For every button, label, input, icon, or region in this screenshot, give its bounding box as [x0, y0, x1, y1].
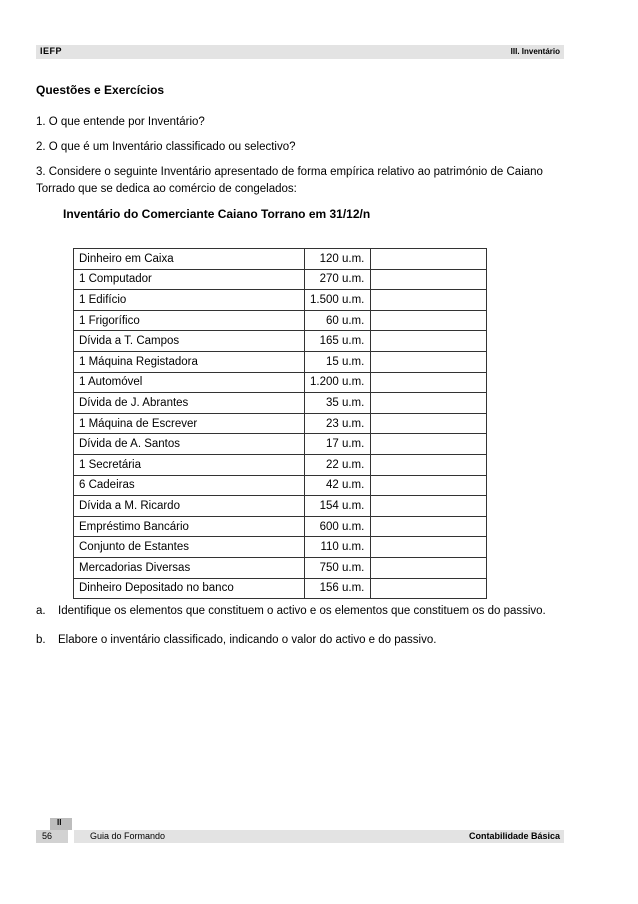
table-row	[74, 249, 487, 270]
inventory-item: Dinheiro em Caixa	[74, 249, 305, 270]
task-b-text: Elabore o inventário classificado, indicando o valor do activo e do passivo.	[58, 634, 437, 646]
inventory-value: 165 u.m.	[305, 331, 371, 352]
inventory-title: Inventário do Comerciante Caiano Torrano em 31/12/n	[63, 207, 371, 221]
table-row	[74, 310, 487, 331]
page-tab-mark: II	[57, 818, 62, 827]
table-row	[74, 393, 487, 414]
inventory-value: 156 u.m.	[305, 578, 371, 599]
inventory-value: 17 u.m.	[305, 434, 371, 455]
header-chapter: III. Inventário	[510, 47, 560, 56]
question-3-line-2: Torrado que se dedica ao comércio de congelados:	[36, 183, 297, 195]
empty-cell	[371, 578, 487, 599]
table-row	[74, 537, 487, 558]
inventory-table	[73, 248, 487, 599]
footer-subject: Contabilidade Básica	[468, 831, 560, 841]
question-3-line-1: 3. Considere o seguinte Inventário apresentado de forma empírica relativo ao património de Caiano	[36, 166, 543, 178]
table-row	[74, 269, 487, 290]
table-row	[74, 351, 487, 372]
inventory-item: Empréstimo Bancário	[74, 516, 305, 537]
task-b	[36, 634, 436, 646]
empty-cell	[371, 351, 487, 372]
table-row	[74, 578, 487, 599]
section-title: Questões e Exercícios	[36, 83, 165, 97]
inventory-item: 1 Máquina de Escrever	[74, 413, 305, 434]
empty-cell	[371, 310, 487, 331]
question-2: 2. O que é um Inventário classificado ou selectivo?	[36, 141, 296, 153]
header-org: IEFP	[40, 46, 63, 56]
empty-cell	[371, 496, 487, 517]
empty-cell	[371, 537, 487, 558]
inventory-value: 120 u.m.	[305, 249, 371, 270]
table-row	[74, 434, 487, 455]
table-row	[74, 516, 487, 537]
task-b-label: b.	[36, 634, 46, 646]
page-footer	[74, 830, 564, 843]
inventory-item: Dívida a M. Ricardo	[74, 496, 305, 517]
inventory-value: 270 u.m.	[305, 269, 371, 290]
inventory-item: Conjunto de Estantes	[74, 537, 305, 558]
empty-cell	[371, 516, 487, 537]
inventory-item: 1 Computador	[74, 269, 305, 290]
inventory-value: 110 u.m.	[305, 537, 371, 558]
empty-cell	[371, 290, 487, 311]
empty-cell	[371, 249, 487, 270]
inventory-item: 1 Frigorífico	[74, 310, 305, 331]
empty-cell	[371, 372, 487, 393]
inventory-value: 600 u.m.	[305, 516, 371, 537]
empty-cell	[371, 393, 487, 414]
page-number: 56	[42, 831, 53, 841]
inventory-value: 35 u.m.	[305, 393, 371, 414]
page-header	[36, 45, 564, 59]
page-number-box	[36, 830, 68, 843]
table-row	[74, 413, 487, 434]
table-row	[74, 372, 487, 393]
inventory-value: 15 u.m.	[305, 351, 371, 372]
table-row	[74, 331, 487, 352]
inventory-item: 1 Máquina Registadora	[74, 351, 305, 372]
question-3	[36, 164, 566, 198]
task-a-label: a.	[36, 605, 46, 617]
table-row	[74, 290, 487, 311]
inventory-value: 42 u.m.	[305, 475, 371, 496]
empty-cell	[371, 454, 487, 475]
empty-cell	[371, 413, 487, 434]
inventory-value: 60 u.m.	[305, 310, 371, 331]
inventory-value: 154 u.m.	[305, 496, 371, 517]
empty-cell	[371, 475, 487, 496]
task-a-text: Identifique os elementos que constituem o activo e os elementos que constituem os do passivo.	[58, 605, 546, 617]
table-row	[74, 475, 487, 496]
table-row	[74, 454, 487, 475]
empty-cell	[371, 434, 487, 455]
inventory-item: Dívida de A. Santos	[74, 434, 305, 455]
inventory-item: 1 Edifício	[74, 290, 305, 311]
question-1: 1. O que entende por Inventário?	[36, 116, 205, 128]
empty-cell	[371, 269, 487, 290]
inventory-item: Mercadorias Diversas	[74, 557, 305, 578]
inventory-item: 1 Automóvel	[74, 372, 305, 393]
inventory-value: 750 u.m.	[305, 557, 371, 578]
task-a	[36, 605, 546, 617]
inventory-item: Dívida de J. Abrantes	[74, 393, 305, 414]
inventory-value: 22 u.m.	[305, 454, 371, 475]
inventory-value: 1.200 u.m.	[305, 372, 371, 393]
empty-cell	[371, 557, 487, 578]
inventory-value: 1.500 u.m.	[305, 290, 371, 311]
table-row	[74, 557, 487, 578]
table-row	[74, 496, 487, 517]
footer-guide: Guia do Formando	[90, 831, 166, 841]
inventory-item: 6 Cadeiras	[74, 475, 305, 496]
page-tab	[50, 818, 72, 830]
inventory-item: 1 Secretária	[74, 454, 305, 475]
inventory-item: Dívida a T. Campos	[74, 331, 305, 352]
inventory-item: Dinheiro Depositado no banco	[74, 578, 305, 599]
inventory-value: 23 u.m.	[305, 413, 371, 434]
empty-cell	[371, 331, 487, 352]
